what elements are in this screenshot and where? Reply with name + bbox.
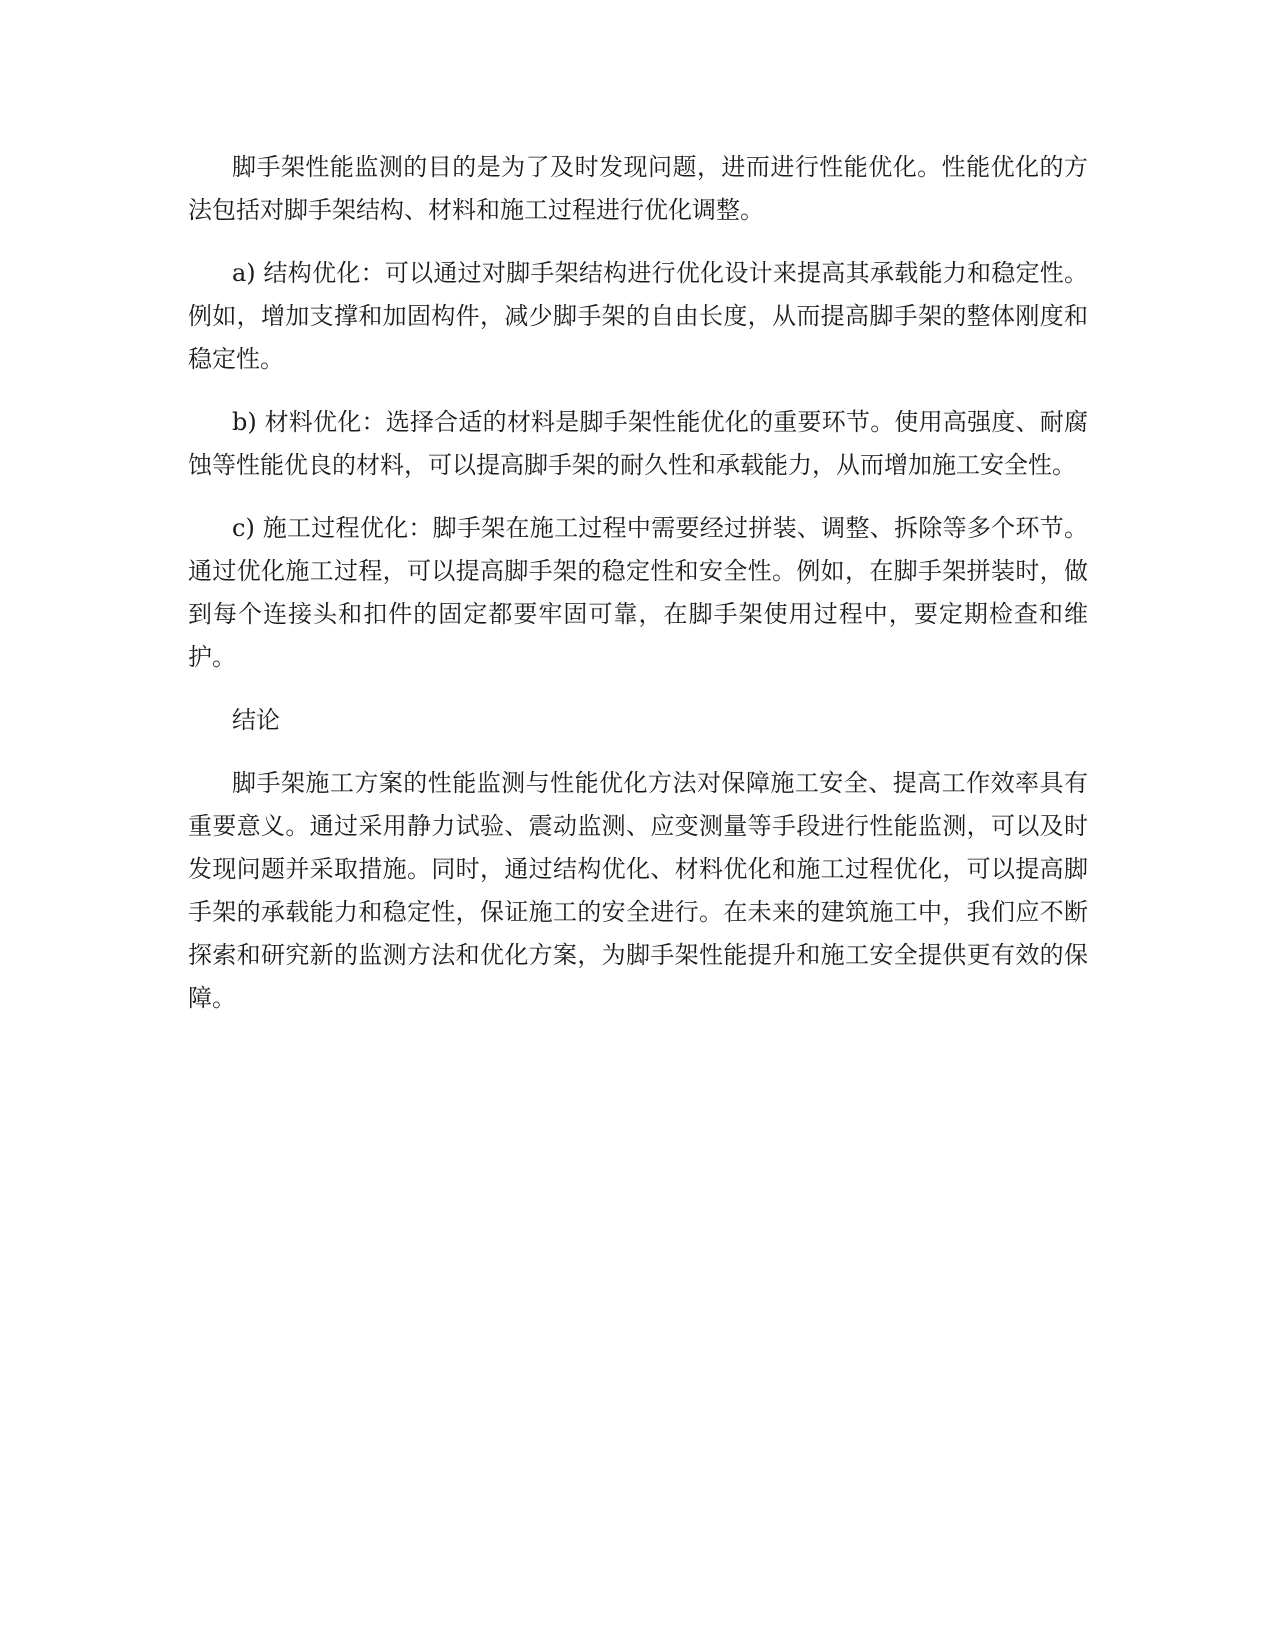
paragraph-conclusion: 脚手架施工方案的性能监测与性能优化方法对保障施工安全、提高工作效率具有重要意义。通过采用静力试验、震动监测、应变测量等手段进行性能监测，可以及时发现问题并采取措施。同时，通过结构优化、材料优化和施工过程优化，可以提高脚手架的承载能力和稳定性，保证施工的安全进行。在未来的建筑施工中，我们应不断探索和研究新的监测方法和优化方案，为脚手架性能提升和施工安全提供更有效的保障。 bbox=[188, 769, 1088, 1012]
paragraph-intro: 脚手架性能监测的目的是为了及时发现问题，进而进行性能优化。性能优化的方法包括对脚手架结构、材料和施工过程进行优化调整。 bbox=[188, 153, 1088, 224]
paragraph-structure-optimization: a) 结构优化：可以通过对脚手架结构进行优化设计来提高其承载能力和稳定性。例如，增加支撑和加固构件，减少脚手架的自由长度，从而提高脚手架的整体刚度和稳定性。 bbox=[188, 259, 1088, 373]
document-body bbox=[188, 146, 1088, 1040]
paragraph-material-optimization: b) 材料优化：选择合适的材料是脚手架性能优化的重要环节。使用高强度、耐腐蚀等性能优良的材料，可以提高脚手架的耐久性和承载能力，从而增加施工安全性。 bbox=[188, 408, 1088, 479]
conclusion-heading: 结论 bbox=[232, 706, 280, 734]
paragraph-process-optimization: c) 施工过程优化：脚手架在施工过程中需要经过拼装、调整、拆除等多个环节。通过优化施工过程，可以提高脚手架的稳定性和安全性。例如，在脚手架拼装时，做到每个连接头和扣件的固定都要牢固可靠，在脚手架使用过程中，要定期检查和维护。 bbox=[188, 514, 1088, 671]
